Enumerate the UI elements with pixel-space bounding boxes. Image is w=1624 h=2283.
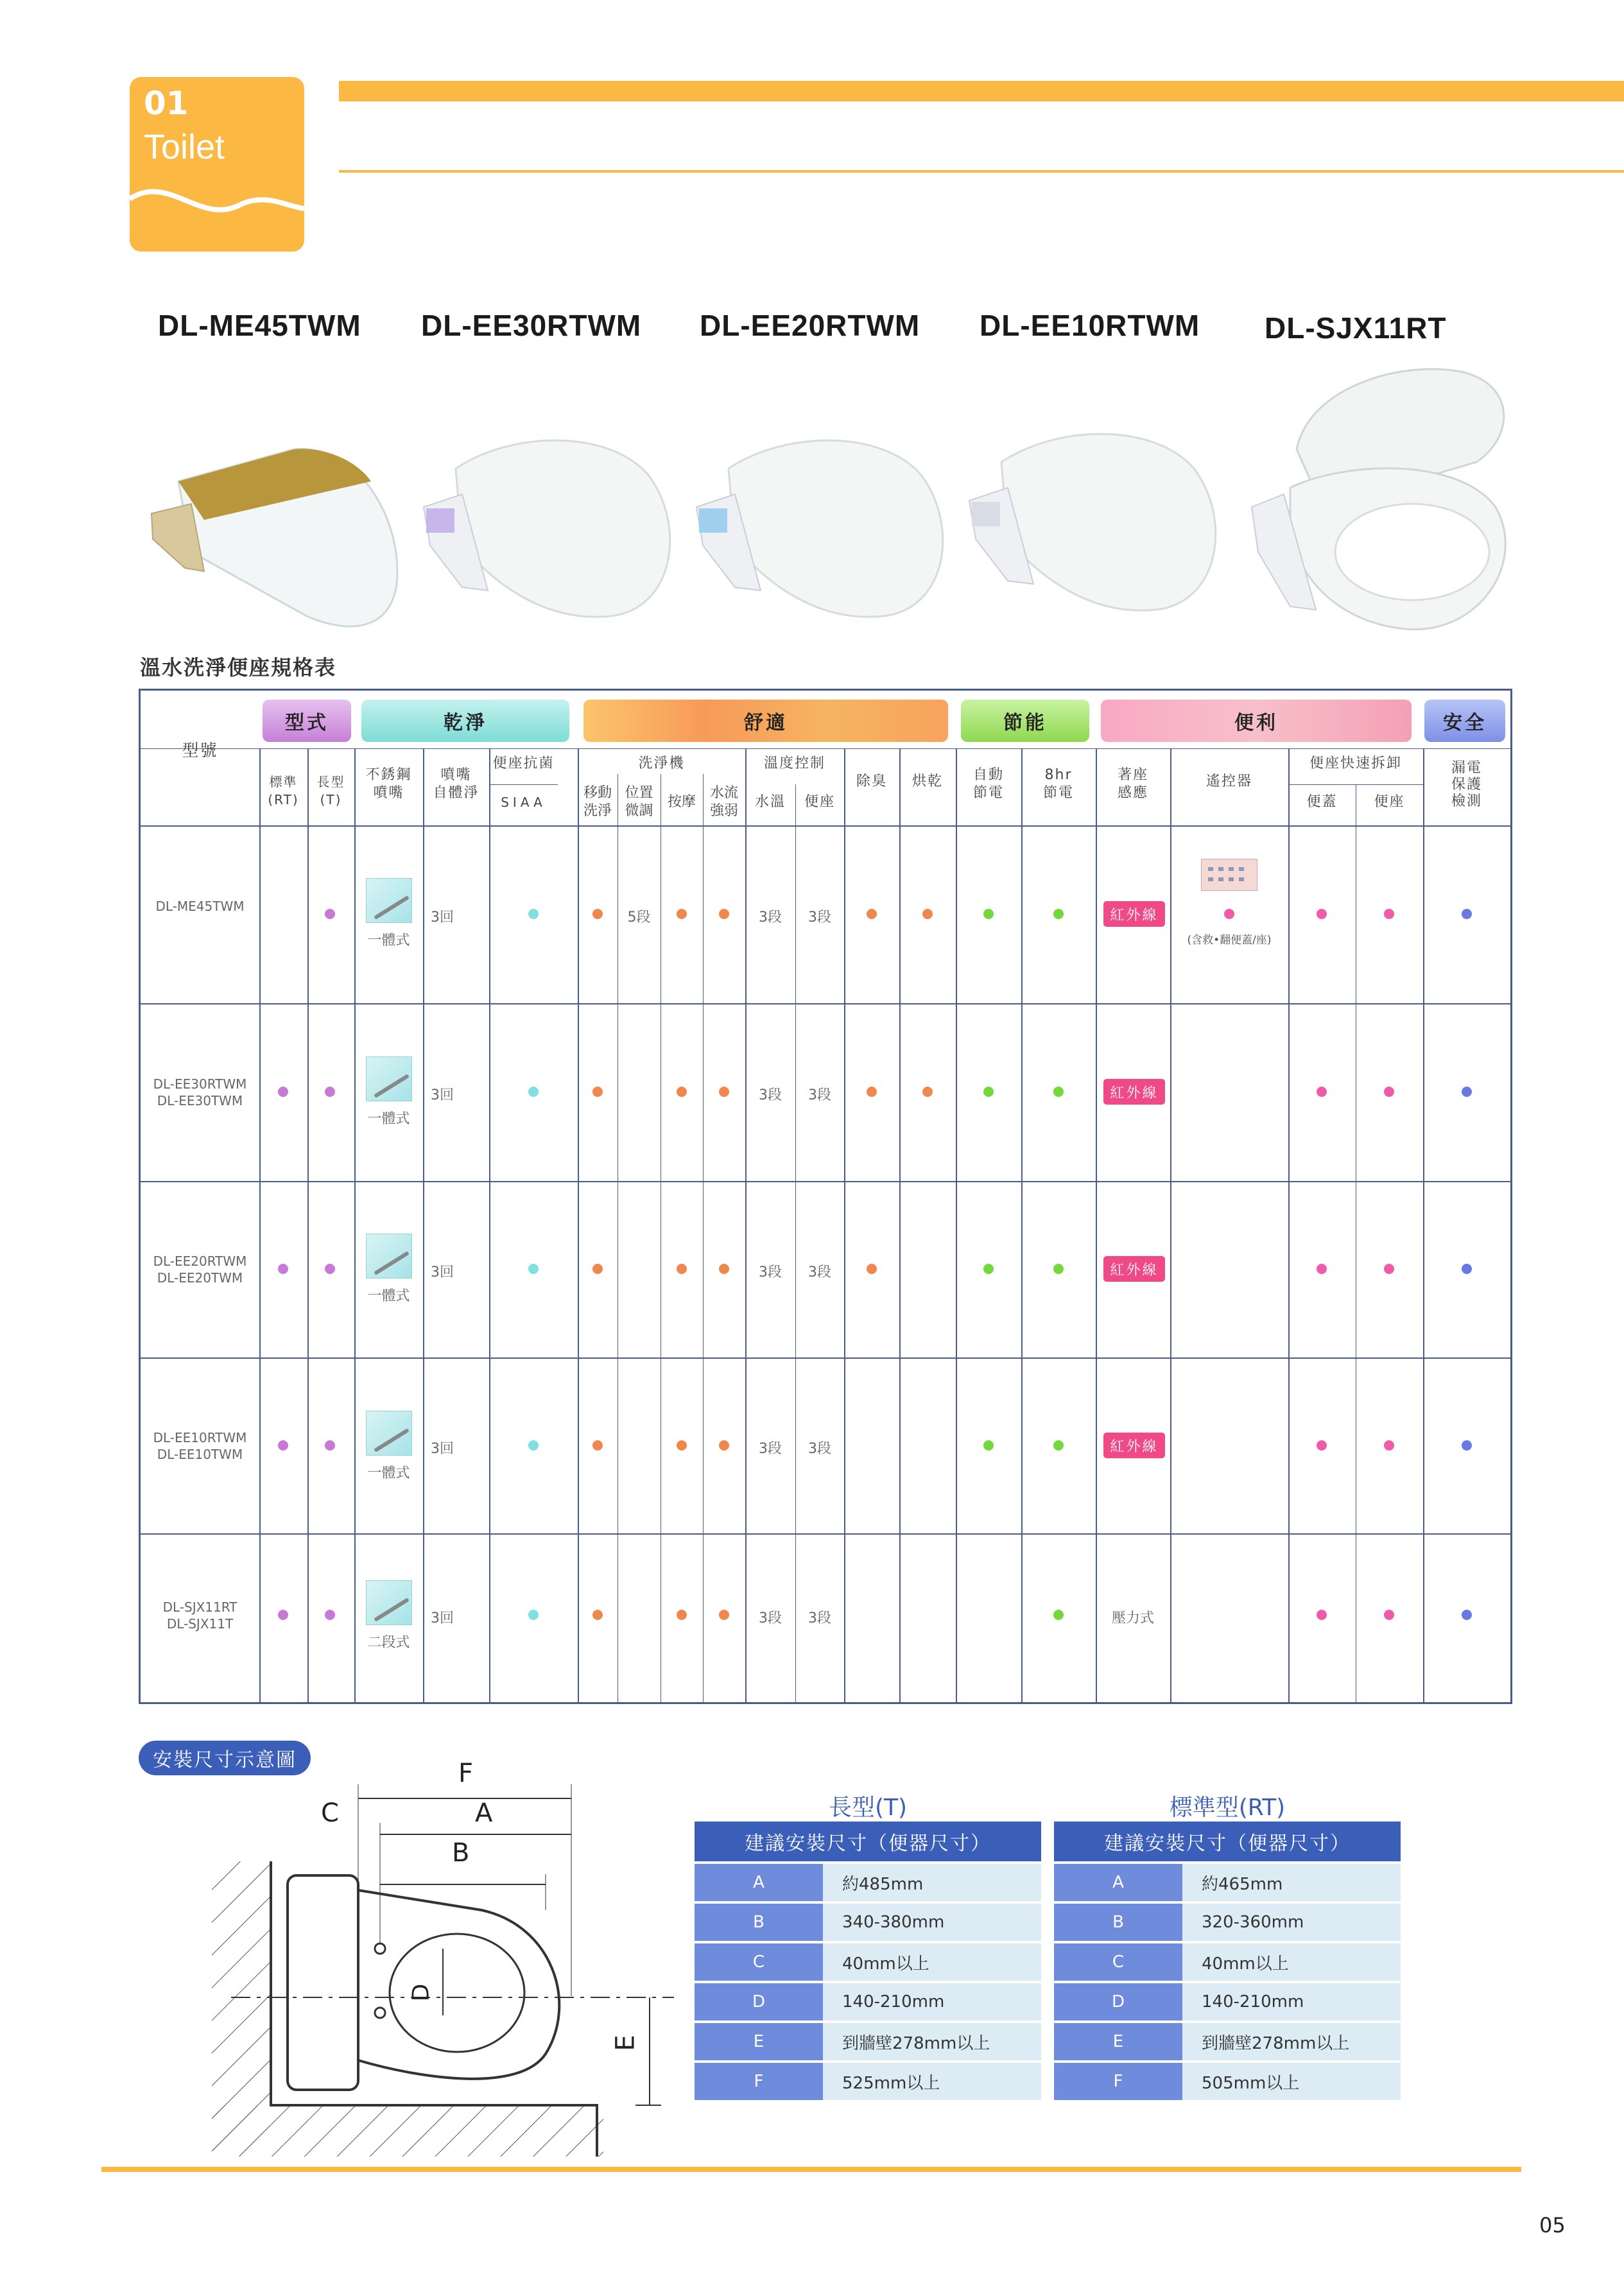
header-sensor: 著座 感應 [1117,767,1148,801]
diagram-label-a: A [475,1798,493,1828]
row-key: D [695,1983,823,2020]
dot-standard [278,1440,288,1451]
header-8hr: 8hr 節電 [1042,767,1074,801]
row-divider [141,1533,1510,1535]
dimension-title: 安裝尺寸示意圖 [139,1741,311,1775]
diagram-label-f: F [458,1759,474,1788]
col-line [259,748,261,1702]
row-divider [141,1357,1510,1359]
water-temp-value: 3段 [759,1264,782,1280]
dot-water-strength [719,1087,729,1097]
sensor-value: 壓力式 [1111,1610,1154,1626]
long-type-table [695,1822,1041,2100]
dot-massage [677,909,687,919]
row-key: E [695,2023,823,2060]
long-type-title: 長型(T) [828,1795,908,1821]
diagram-label-e: E [610,2035,641,2051]
remote-note: (含救•翻便蓋/座) [1187,934,1272,947]
section-tab [130,77,304,252]
category-safety: 安全 [1424,700,1505,742]
row-key: C [1054,1943,1182,1981]
header-long: 長型 (T) [316,774,345,807]
dot-seat [1384,1610,1394,1620]
dot-8hr [1053,1087,1064,1097]
model-name-2: DL-EE30RTWM [421,309,642,342]
section-title: Toilet [144,128,225,166]
col-line [423,748,424,1702]
table-row [1054,1943,1401,1981]
nozzle-icon [366,1411,412,1456]
dot-seat [1384,909,1394,919]
diagram-label-b: B [452,1838,470,1868]
spec-table-title: 溫水洗淨便座規格表 [140,655,337,680]
dot-8hr [1053,1610,1064,1620]
row-model: DL-EE20RTWM DL-EE20TWM [153,1253,247,1286]
table-row [695,1864,1041,1901]
category-convenience: 便利 [1101,700,1412,742]
row-model: DL-ME45TWM [155,899,245,914]
dot-leak [1462,1440,1472,1451]
header-water-strength: 水流 強弱 [709,785,738,819]
dot-long [325,1264,335,1274]
col-line [578,748,579,1702]
installation-diagram [212,1759,700,2157]
dot-move-wash [592,1610,603,1620]
row-model: DL-SJX11RT DL-SJX11T [162,1599,238,1632]
col-line [745,748,747,1702]
sensor-badge: 紅外線 [1103,1256,1165,1282]
dot-massage [677,1087,687,1097]
header-deodor: 除臭 [856,773,887,789]
row-key: A [1054,1864,1182,1901]
row-divider [141,1181,1510,1182]
standard-type-title: 標準型(RT) [1169,1795,1286,1821]
col-line [956,748,957,1702]
nozzle-icon [366,1580,412,1625]
dot-long [325,1087,335,1097]
header-seat: 便座 [1374,794,1405,810]
header-remote: 遙控器 [1205,773,1252,789]
dot-move-wash [592,1440,603,1451]
sensor-badge: 紅外線 [1103,1433,1165,1458]
header-washer: 洗淨機 [638,755,685,771]
water-temp-value: 3段 [759,1087,782,1103]
section-number: 01 [144,85,189,122]
seat-temp-value: 3段 [808,1441,831,1457]
water-temp-value: 3段 [759,1441,782,1457]
dot-remote [1224,909,1234,919]
row-value: 505mm以上 [1182,2063,1401,2100]
col-line [307,748,309,1702]
table-row [695,1904,1041,1941]
table-row [695,1943,1041,1981]
col-line [489,748,490,1702]
table-row [1054,2023,1401,2060]
row-model: DL-EE10RTWM DL-EE10TWM [153,1430,247,1462]
header-water-temp: 水溫 [754,794,786,810]
dot-antibac [528,909,539,919]
nozzle-label: 一體式 [367,1465,410,1481]
dot-deodor [867,1087,877,1097]
product-image-sjx11 [1245,359,1521,642]
self-clean-count: 3回 [431,909,454,926]
header-nozzle: 不銹鋼 噴嘴 [365,767,412,801]
row-key: E [1054,2023,1182,2060]
dot-antibac [528,1610,539,1620]
model-name-5: DL-SJX11RT [1265,311,1447,345]
diagram-label-c: C [321,1798,339,1828]
seat-temp-value: 3段 [808,1087,831,1103]
water-temp-value: 3段 [759,909,782,926]
header-standard: 標準 (RT) [268,774,299,807]
category-clean: 乾淨 [361,700,569,742]
row-key: B [1054,1904,1182,1941]
header-antibac: 便座抗菌 [492,755,555,771]
row-key: D [1054,1983,1182,2020]
seat-temp-value: 3段 [808,909,831,926]
row-key: A [695,1864,823,1901]
row-value: 到牆壁278mm以上 [1182,2023,1401,2060]
seat-temp-value: 3段 [808,1610,831,1626]
dot-massage [677,1264,687,1274]
category-comfort: 舒適 [583,700,948,742]
row-value: 340-380mm [823,1904,1041,1941]
dot-deodor [867,1264,877,1274]
nozzle-icon [366,1056,412,1101]
nozzle-label: 一體式 [367,933,410,949]
row-key: B [695,1904,823,1941]
category-eco: 節能 [961,700,1089,742]
category-type: 型式 [263,700,351,742]
nozzle-label: 一體式 [367,1111,410,1127]
dot-8hr [1053,1440,1064,1451]
col-line [899,748,901,1702]
model-name-4: DL-EE10RTWM [980,309,1200,342]
nozzle-icon [366,878,412,923]
col-line [1423,748,1424,1702]
footer-line [101,2167,1521,2172]
dot-seat [1384,1440,1394,1451]
header-auto-power: 自動 節電 [972,767,1004,801]
row-value: 525mm以上 [823,2063,1041,2100]
dot-water-strength [719,1440,729,1451]
header-leak: 漏電 保護 檢測 [1451,760,1482,809]
spec-table [139,689,1512,1704]
dot-standard [278,1264,288,1274]
header-quick-detach: 便座快速拆卸 [1309,755,1402,771]
sensor-badge: 紅外線 [1103,901,1165,927]
table-row [695,2063,1041,2100]
header-divider [141,748,1510,749]
dot-lid [1317,1610,1327,1620]
table-row [1054,1904,1401,1941]
remote-icon [1201,859,1257,891]
header-self-clean: 噴嘴 自體淨 [433,767,479,801]
row-value: 40mm以上 [1182,1943,1401,1981]
header-temp-control: 溫度控制 [763,755,825,771]
dot-move-wash [592,1087,603,1097]
header-move-wash: 移動 洗淨 [583,785,612,819]
dot-leak [1462,909,1472,919]
dot-water-strength [719,1610,729,1620]
dot-auto-power [983,909,994,919]
row-value: 約485mm [823,1864,1041,1901]
dot-move-wash [592,1264,603,1274]
header-line [339,170,1624,173]
dot-leak [1462,1087,1472,1097]
row-key: F [1054,2063,1182,2100]
model-name-3: DL-EE20RTWM [700,309,920,342]
table-row [695,2023,1041,2060]
header-lid: 便蓋 [1306,794,1338,810]
sensor-badge: 紅外線 [1103,1079,1165,1105]
row-value: 320-360mm [1182,1904,1401,1941]
col-line [844,748,845,1702]
dot-massage [677,1440,687,1451]
diagram-label-d: D [408,1983,435,2002]
header-dry: 烘乾 [911,773,943,789]
position-value: 5段 [627,909,651,926]
product-image-ee30 [417,430,680,623]
dot-auto-power [983,1264,994,1274]
product-image-me45 [146,443,403,635]
row-value: 40mm以上 [823,1943,1041,1981]
col-line [1288,748,1290,1702]
table-row [1054,1864,1401,1901]
dot-dry [922,1087,933,1097]
dot-massage [677,1610,687,1620]
dot-8hr [1053,909,1064,919]
dot-auto-power [983,1440,994,1451]
dot-standard [278,1610,288,1620]
dot-lid [1317,1087,1327,1097]
row-divider [141,1003,1510,1004]
dot-seat [1384,1087,1394,1097]
header-massage: 按摩 [667,794,696,810]
header-model: 型號 [182,741,218,761]
table-row [1054,1983,1401,2020]
row-value: 140-210mm [823,1983,1041,2020]
table-row [695,1983,1041,2020]
standard-type-table [1054,1822,1401,2100]
dot-8hr [1053,1264,1064,1274]
col-line [354,748,356,1702]
nozzle-label: 一體式 [367,1288,410,1304]
col-line [1170,748,1171,1702]
dot-deodor [867,909,877,919]
self-clean-count: 3回 [431,1441,454,1457]
dot-leak [1462,1610,1472,1620]
row-key: F [695,2063,823,2100]
dot-seat [1384,1264,1394,1274]
product-image-ee20 [690,430,953,623]
water-temp-value: 3段 [759,1610,782,1626]
header-siaa: SIAA [501,795,546,810]
dot-water-strength [719,909,729,919]
page-number: 05 [1539,2213,1566,2237]
dot-antibac [528,1087,539,1097]
row-divider [141,825,1510,827]
row-value: 約465mm [1182,1864,1401,1901]
product-image-ee10 [963,424,1226,616]
nozzle-icon [366,1234,412,1279]
subheader-divider [489,784,558,785]
col-line [1021,748,1023,1702]
dot-antibac [528,1440,539,1451]
row-key: C [695,1943,823,1981]
dot-antibac [528,1264,539,1274]
model-name-1: DL-ME45TWM [158,309,361,342]
dot-lid [1317,909,1327,919]
header-bar [339,81,1624,101]
header-position: 位置 微調 [625,785,653,819]
dot-auto-power [983,1087,994,1097]
col-line [703,774,704,1702]
dot-long [325,1440,335,1451]
dot-leak [1462,1264,1472,1274]
dot-long [325,909,335,919]
col-line [1096,748,1097,1702]
dot-lid [1317,1264,1327,1274]
table-row [1054,2063,1401,2100]
standard-table-header: 建議安裝尺寸（便器尺寸） [1054,1822,1401,1861]
self-clean-count: 3回 [431,1264,454,1280]
row-value: 到牆壁278mm以上 [823,2023,1041,2060]
dot-lid [1317,1440,1327,1451]
dot-standard [278,1087,288,1097]
long-table-header: 建議安裝尺寸（便器尺寸） [695,1822,1041,1861]
dot-move-wash [592,909,603,919]
dot-dry [922,909,933,919]
seat-temp-value: 3段 [808,1264,831,1280]
self-clean-count: 3回 [431,1087,454,1103]
nozzle-label: 二段式 [367,1635,410,1651]
dot-long [325,1610,335,1620]
row-model: DL-EE30RTWM DL-EE30TWM [153,1076,247,1108]
row-value: 140-210mm [1182,1983,1401,2020]
dot-water-strength [719,1264,729,1274]
self-clean-count: 3回 [431,1610,454,1626]
header-seat-temp: 便座 [804,794,835,810]
